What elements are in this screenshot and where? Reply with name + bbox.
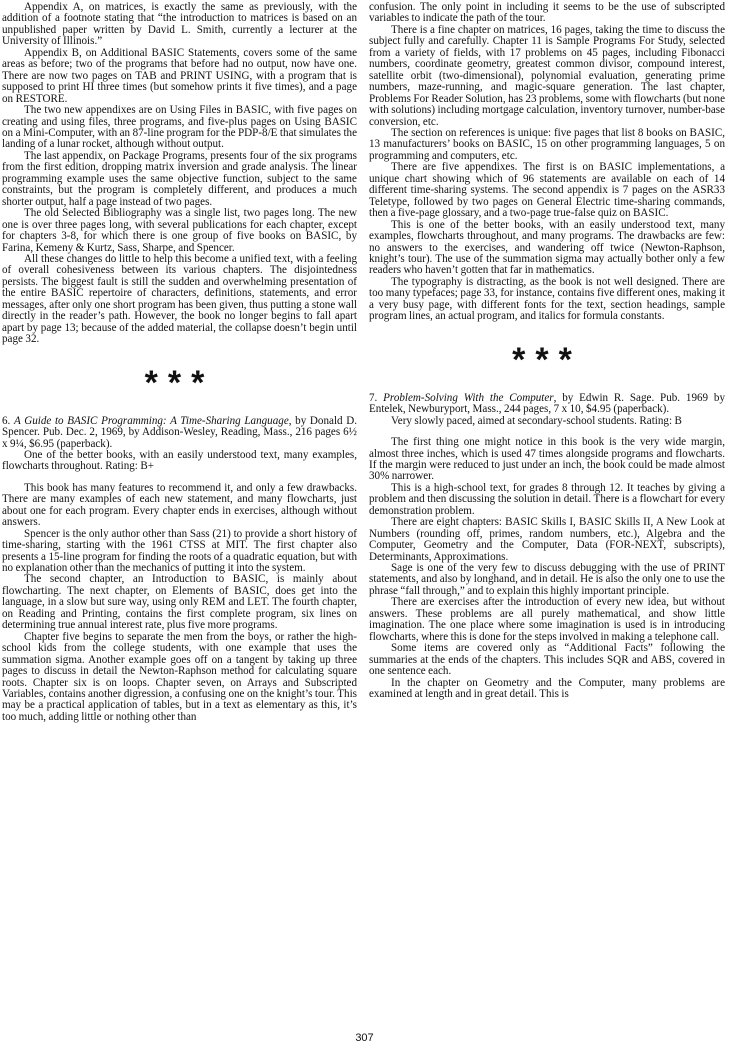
review-number: 6.	[2, 414, 14, 427]
paragraph: There is a fine chapter on matrices, 16 pages, taking the time to discuss the subject fully and carefully. Chapter 11 is Sample Programs For Study, selected from a variety of fields, with 17 problems on 45 pages, including Fibonacci numbers, coordinate geometry, greatest common divisor, compound interest, satellite orbit (two-dimensional), polynomial evaluation, generating prime numbers, maze-running, and magic-square generation. The last chapter, Problems For Reader Solution, has 23 problems, some with flowcharts (but none with solutions) including mortgage calculation, inventory turnover, number-base conversion, etc.	[369, 23, 725, 128]
paragraph: This is a high-school text, for grades 8 through 12. It teaches by giving a problem and then discussing the solution in detail. There is a flowchart for every demonstration problem.	[369, 481, 725, 517]
review-summary: Very slowly paced, aimed at secondary-school students. Rating: B	[391, 414, 682, 427]
paragraph: Some items are covered only as “Additional Facts” following the summaries at the ends of the chapters. This includes SQR and ABS, covered in one sentence each.	[369, 642, 725, 678]
paragraph: In the chapter on Geometry and the Computer, many problems are examined at length and in great detail. This is	[369, 676, 725, 701]
paragraph: There are eight chapters: BASIC Skills I, BASIC Skills II, A New Look at Numbers (rounding off, primes, random numbers, etc.), Algebra and the Computer, Geometry and the Computer, Data (FOR-NEXT, subscripts), Determinants, Approximations.	[369, 516, 725, 563]
review-summary: One of the better books, with an easily understood text, many examples, flowcharts throughout. Rating: B+	[2, 448, 357, 473]
paragraph: Appendix B, on Additional BASIC Statements, covers some of the same areas as before; two of the programs that before had no output, now have one. There are now two pages on TAB and PRINT USING, with a program that is supposed to print HI three times (but somehow prints it five times), and a page on RESTORE.	[2, 46, 357, 105]
paragraph: The first thing one might notice in this book is the very wide margin, almost three inches, which is used 47 times alongside programs and flowcharts. If the margin were reduced to just under an inch, the book could be made almost 30% narrower.	[369, 436, 725, 483]
section-divider-stars: ***	[144, 363, 215, 402]
paragraph: Chapter five begins to separate the men from the boys, or rather the high-school kids from the college students, with one example that uses the summation sigma. Another example goes off on a tangent by taking up three pages to discuss in detail the Newton-Raphson method for calculating square roots. Chapter six is on loops. Chapter seven, on Arrays and Subscripted Variables, contains another digression, a confusing one on the knight’s tour. This may be a practical application of tables, but in a text as elementary as this, it’s too much, adding little or nothing other than	[2, 630, 357, 723]
left-column	[2, 2, 357, 723]
paragraph: This is one of the better books, with an easily understood text, many examples, flowcharts throughout, and many programs. The drawbacks are few: no answers to the exercises, and wandering off twice (Newton-Raphson, knight’s tour). The use of the summation sigma may actually bother only a few readers who haven’t gotten that far in mathematics.	[369, 218, 725, 277]
book-citation: , by Donald D. Spencer. Pub. Dec. 2, 1969, by Addison-Wesley, Reading, Mass., 216 pages 6½ x 9¼, $6.95 (paperback).	[2, 414, 358, 450]
book-citation: , by Edwin R. Sage. Pub. 1969 by Entelek, Newburyport, Mass., 244 pages, 7 x 10, $4.95 (paperback).	[369, 391, 725, 416]
paragraph: There are exercises after the introduction of every new idea, but without answers. These problems are all purely mathematical, and show little imagination. The one place where some imagination is used is in introducing flowcharts, where this is done for the steps involved in making a telephone call.	[369, 596, 725, 643]
review-heading-6	[2, 416, 357, 450]
paragraph: The last appendix, on Package Programs, presents four of the six programs from the first edition, dropping matrix inversion and grade analysis. The linear programming example uses the same objective function, subject to the same constraints, but the program is completely different, and produces a much shorter output, half a page instead of two pages.	[2, 149, 357, 208]
paragraph: The second chapter, an Introduction to BASIC, is mainly about flowcharting. The next chapter, on Elements of BASIC, does get into the language, in a slow but sure way, using only REM and LET. The fourth chapter, on Reading and Printing, contains the first complete program, six lines on determining true annual interest rate, plus five more programs.	[2, 573, 357, 632]
paragraph: Sage is one of the very few to discuss debugging with the use of PRINT statements, and also by longhand, and in detail. He is also the only one to use the phrase “fall through,” and to explain this highly important principle.	[369, 562, 725, 597]
paragraph: The section on references is unique: five pages that list 8 books on BASIC, 13 manufacturers’ books on BASIC, 15 on other programming languages, 5 on programming and computers, etc.	[369, 126, 725, 162]
book-title: A Guide to BASIC Programming: A Time-Sharing Language	[13, 414, 289, 427]
paragraph: Appendix A, on matrices, is exactly the same as previously, with the addition of a footnote stating that “the introduction to matrices is based on an unpublished paper written by David L. Smith, currently a lecturer at the University of Illinois.”	[2, 1, 357, 48]
page-number: 307	[355, 1032, 374, 1044]
paragraph: The old Selected Bibliography was a single list, two pages long. The new one is over three pages long, with several publications for each chapter, except for chapters 3-8, for which there is one group of five books on BASIC, by Farina, Kemeny & Kurtz, Sass, Sharpe, and Spencer.	[2, 207, 357, 254]
paragraph: All these changes do little to help this become a unified text, with a feeling of overall cohesiveness between its various chapters. The disjointedness persists. The biggest fault is still the sudden and overwhelming presentation of the entire BASIC repertoire of characters, definitions, statements, and error messages, after only one short program has been given, thus putting a stone wall directly in the reader’s path. However, the book no longer begins to fall apart apart by page 13; because of the added material, the collapse doesn’t begin until page 32.	[2, 252, 357, 346]
paragraph: This book has many features to recommend it, and only a few drawbacks. There are many examples of each new statement, and many flowcharts, just about one for each program. Every chapter ends in exercises, although without answers.	[2, 481, 357, 529]
review-number: 7.	[369, 391, 384, 404]
right-column	[369, 2, 725, 700]
book-title: Problem-Solving With the Computer	[383, 391, 554, 404]
paragraph: Spencer is the only author other than Sass (21) to provide a short history of time-sharing, starting with the 1961 CTSS at MIT. The first chapter also presents a 15-line program for finding the roots of a quadratic equation, but with no explanation other than the mechanics of putting it into the system.	[2, 527, 357, 575]
review-heading-7	[369, 393, 725, 416]
paragraph: The two new appendixes are on Using Files in BASIC, with five pages on creating and using files, three programs, and five-plus pages on Using BASIC on a Mini-Computer, with an 87-line program for the PDP-8/E that simulates the landing of a lunar rocket, although without output.	[2, 104, 357, 151]
paragraph: confusion. The only point in including it seems to be the use of subscripted variables to indicate the path of the tour.	[369, 1, 725, 25]
paragraph: There are five appendixes. The first is on BASIC implementations, a unique chart showing which of 96 statements are available on each of 14 different time-sharing systems. The second appendix is 7 pages on the ASR33 Teletype, followed by two pages on General Electric time-sharing commands, then a five-page glossary, and a two-page true-false quiz on BASIC.	[369, 161, 725, 220]
section-divider-stars: ***	[512, 340, 582, 379]
paragraph: The typography is distracting, as the book is not well designed. There are too many typefaces; page 33, for instance, contains five different ones, making it a very busy page, with different fonts for the text, section headings, sample program lines, an actual program, and italics for formula constants.	[369, 275, 725, 323]
